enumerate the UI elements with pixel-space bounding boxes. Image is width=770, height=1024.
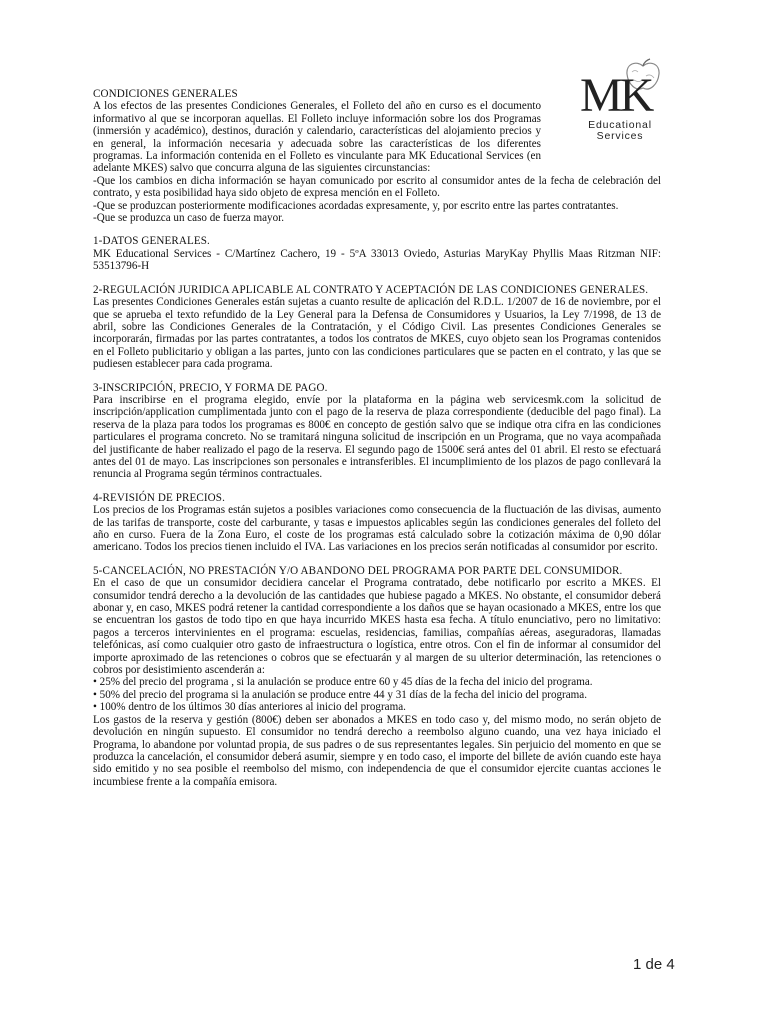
section-paragraph: MK Educational Services - C/Martínez Cachero, 19 - 5ºA 33013 Oviedo, Asturias MaryKay Phyllis Maas Ritzman NIF: 53513796-H xyxy=(93,247,661,273)
section-cancelacion xyxy=(93,565,661,788)
section-heading: 2-REGULACIÓN JURIDICA APLICABLE AL CONTRATO Y ACEPTACIÓN DE LAS CONDICIONES GENERALES. xyxy=(93,283,649,296)
document-body xyxy=(93,88,661,788)
section-paragraph: Los precios de los Programas están sujetos a posibles variaciones como consecuencia de la fluctuación de las divisas, aumento de las tarifas de transporte, coste del carburante, y tasas e impuestos aplicables según las condiciones generales del folleto del año en curso. Fuera de la Zona Euro, el coste de los programas está calculado sobre la cotización máxima de 0,90 dólar americano. Todos los precios tienen incluido el IVA. Las variaciones en los precios serán notificadas al consumidor por escrito. xyxy=(93,504,661,554)
intro-item: -Que se produzcan posteriormente modificaciones acordadas expresamente, y, por escrito entre las partes contratantes. xyxy=(93,199,619,212)
section-heading: 3-INSCRIPCIÓN, PRECIO, Y FORMA DE PAGO. xyxy=(93,381,328,394)
section-revision-precios xyxy=(93,492,661,554)
section-heading: 1-DATOS GENERALES. xyxy=(93,235,210,248)
logo-mark: MK xyxy=(580,69,652,122)
bullet-item: • 50% del precio del programa si la anulación se produce entre 44 y 31 días de la fecha del inicio del programa. xyxy=(93,688,587,701)
section-datos-generales xyxy=(93,235,661,272)
section-heading: 5-CANCELACIÓN, NO PRESTACIÓN Y/O ABANDONO DEL PROGRAMA POR PARTE DEL CONSUMIDOR. xyxy=(93,564,623,577)
section-inscripcion xyxy=(93,382,661,481)
intro-item: -Que se produzca un caso de fuerza mayor. xyxy=(93,212,284,225)
intro-section xyxy=(93,88,661,224)
section-paragraph: Los gastos de la reserva y gestión (800€) deben ser abonados a MKES en todo caso y, del mismo modo, no serán objeto de devolución en ningún supuesto. El consumidor no tendrá derecho a reembolso alguno cuando, una vez haya iniciado el Programa, lo abandone por voluntad propia, de sus padres o de sus representantes legales. Sin perjuicio del momento en que se produzca la cancelación, el consumidor deberá asumir, siempre y en todo caso, el importe del billete de avión cuando este haya sido emitido y no sea posible el reembolso del mismo, con independencia de que el consumidor ejercite cuantas acciones le incumbiese frente a la compañía emisora. xyxy=(93,713,661,788)
logo-line-2: Services xyxy=(596,130,644,142)
document-title: CONDICIONES GENERALES xyxy=(93,88,238,100)
section-heading: 4-REVISIÓN DE PRECIOS. xyxy=(93,491,225,504)
bullet-item: • 100% dentro de los últimos 30 días anteriores al inicio del programa. xyxy=(93,701,406,714)
logo-line-1: Educational xyxy=(588,119,652,131)
intro-item: -Que los cambios en dicha información se hayan comunicado por escrito al consumidor antes de la fecha de celebración del contrato, y esta posibilidad haya sido objeto de expresa mención en el Folleto. xyxy=(93,174,661,200)
section-paragraph: Las presentes Condiciones Generales están sujetas a cuanto resulte de aplicación del R.D.L. 1/2007 de 16 de noviembre, por el que se aprueba el texto refundido de la Ley General para la Defensa de Consumidores y Usuarios, la Ley 7/1998, de 13 de abril, sobre las Condiciones Generales de la Contratación, y el Código Civil. Las presentes Condiciones Generales se incorporarán, firmadas por las partes contratantes, a todos los contratos de MKES, cuyo objeto sean los Programas contenidos en el Folleto publicitario y obligan a las partes, junto con las condiciones particulares que se pacten en el contrato, y las que se pudiesen establecer para cada programa. xyxy=(93,296,661,371)
bullet-item: • 25% del precio del programa , si la anulación se produce entre 60 y 45 días de la fecha del inicio del programa. xyxy=(93,676,593,689)
page-number: 1 de 4 xyxy=(633,956,675,973)
section-paragraph: En el caso de que un consumidor decidiera cancelar el Programa contratado, debe notificarlo por escrito a MKES. El consumidor tendrá derecho a la devolución de las cantidades que hubiese pagado a MKES. No obstante, el consumidor deberá abonar y, en caso, MKES podrá retener la cantidad correspondiente a los daños que se hayan ocasionado a MKES, entre los que se encuentran los gastos de todo tipo en que haya incurrido MKES hasta esa fecha. A título enunciativo, pero no limitativo: pagos a terceros intervinientes en el programa: escuelas, residencias, familias, compañías aéreas, aseguradoras, llamadas telefónicas, así como cualquier otro gasto de infraestructura o logística, entre otros. Con el fin de informar al consumidor del importe aproximado de las retenciones o cobros que se efectuarán y al margen de su ulterior determinación, las retenciones o cobros por desistimiento ascenderán a: xyxy=(93,577,661,677)
intro-paragraph: A los efectos de las presentes Condiciones Generales, el Folleto del año en curso es el documento informativo al que se incorporan aquellas. El Folleto incluye información sobre los dos Programas (inmersión y académico), destinos, duración y calendario, características del alojamiento precios y en general, la información necesaria y adecuada sobre las características de los diferentes programas. La información contenida en el Folleto es vinculante para MK Educational Services (en adelante MKES) salvo que concurra alguna de las siguientes circunstancias: xyxy=(93,100,541,175)
section-paragraph: Para inscribirse en el programa elegido, envíe por la plataforma en la página web servicesmk.com la solicitud de inscripción/application cumplimentada junto con el pago de la reserva de plaza correspondiente (deducible del pago final). La reserva de la plaza para todos los programas es 800€ en concepto de gestión salvo que se indique otra cifra en las condiciones particulares el programa concreto. No se tramitará ninguna solicitud de inscripción en un Programa, que no vaya acompañada del justificante de haber realizado el pago de la reserva. El segundo pago de 1500€ será antes del 01 abril. El resto se efectuará antes del 01 de mayo. Las inscripciones son personales e intransferibles. El incumplimiento de los plazos de pago conllevará la renuncia al Programa según términos contractuales. xyxy=(93,393,661,481)
section-regulacion xyxy=(93,284,661,371)
